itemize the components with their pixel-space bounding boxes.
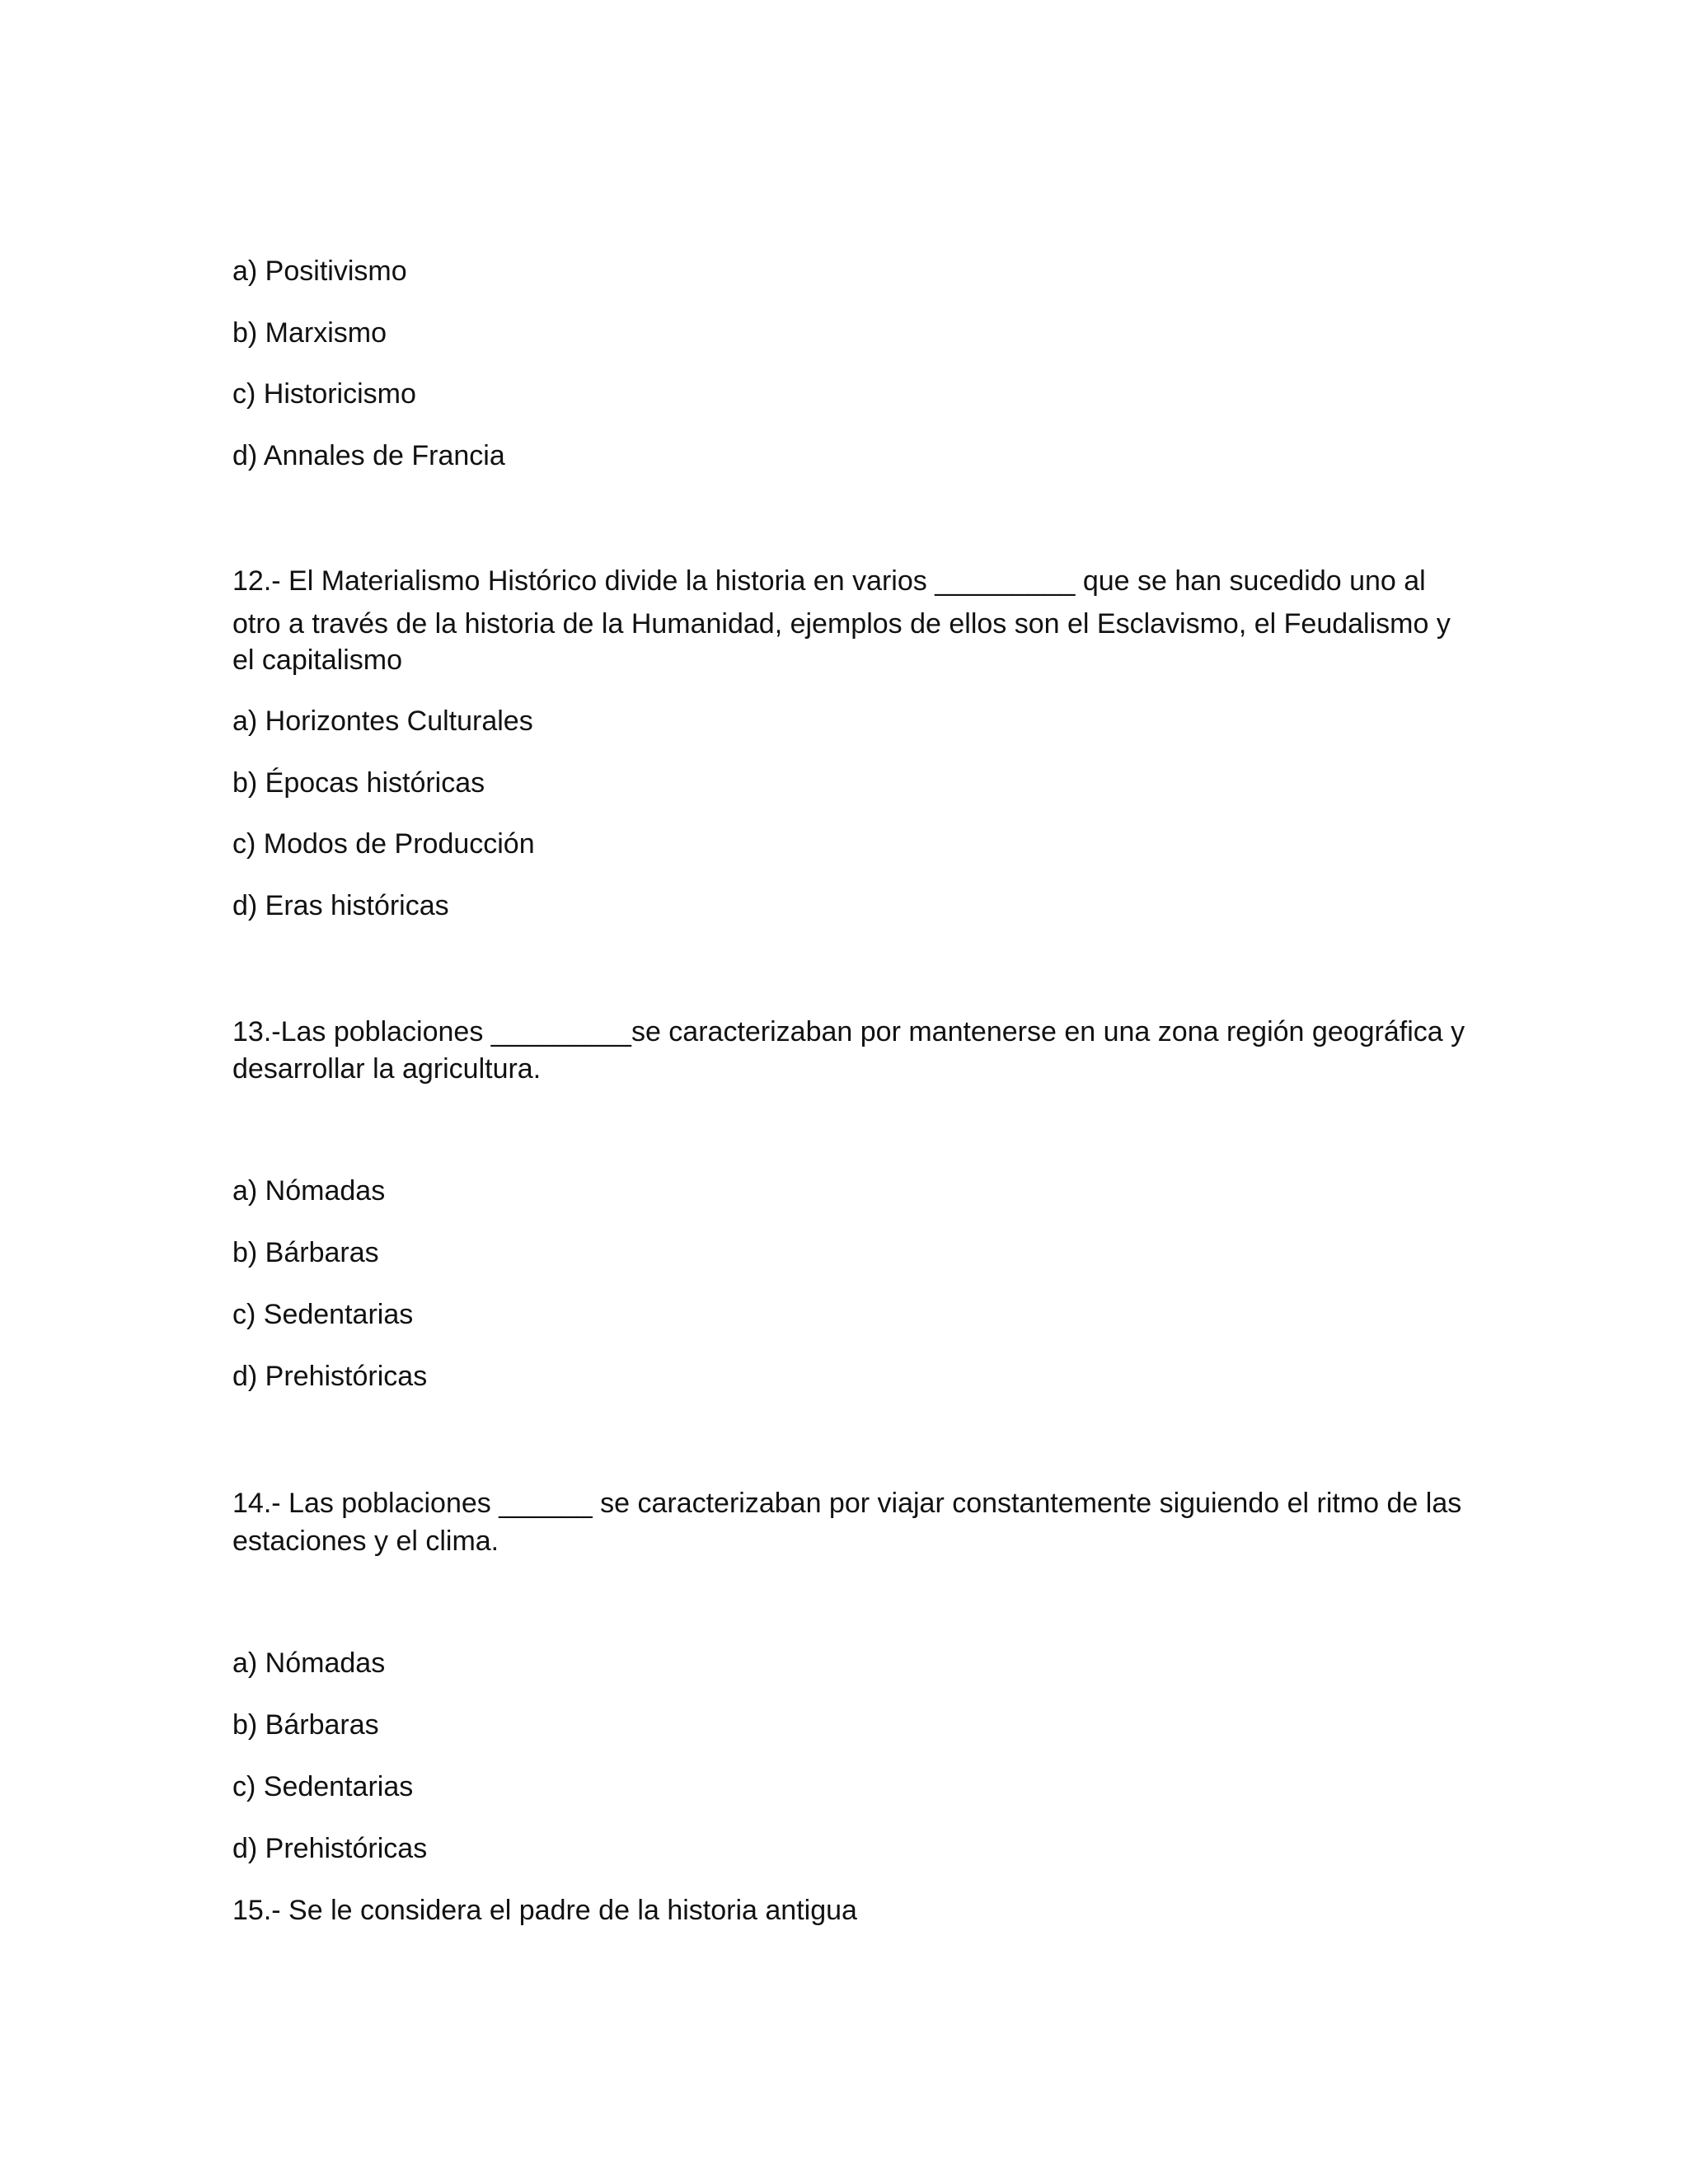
q12-option-b: b) Épocas históricas — [232, 767, 485, 799]
q15-text: 15.- Se le considera el padre de la historia antigua — [232, 1895, 857, 1926]
q13-text-line-2: desarrollar la agricultura. — [232, 1053, 542, 1085]
q13-option-c: c) Sedentarias — [232, 1299, 414, 1330]
q14-text-line-2: estaciones y el clima. — [232, 1526, 499, 1557]
q14-option-c: c) Sedentarias — [232, 1771, 414, 1802]
q13-option-d: d) Prehistóricas — [232, 1361, 428, 1392]
q11-option-b: b) Marxismo — [232, 317, 387, 349]
q12-option-d: d) Eras históricas — [232, 890, 449, 921]
q14-option-d: d) Prehistóricas — [232, 1833, 428, 1864]
q12-text-line-3: el capitalismo — [232, 644, 402, 676]
q11-option-c: c) Historicismo — [232, 378, 416, 410]
q12-option-c: c) Modos de Producción — [232, 828, 535, 860]
q11-option-a: a) Positivismo — [232, 255, 407, 287]
q13-option-b: b) Bárbaras — [232, 1237, 379, 1268]
q12-text-line-2: otro a través de la historia de la Humanidad, ejemplos de ellos son el Esclavismo, el Feudalismo y — [232, 608, 1451, 640]
q13-text-line-1: 13.-Las poblaciones _________se caracterizaban por mantenerse en una zona región geográfica y — [232, 1016, 1465, 1047]
q14-text-line-1: 14.- Las poblaciones ______ se caracterizaban por viajar constantemente siguiendo el ritmo de las — [232, 1488, 1462, 1519]
q12-option-a: a) Horizontes Culturales — [232, 705, 533, 737]
q14-option-b: b) Bárbaras — [232, 1709, 379, 1741]
q13-option-a: a) Nómadas — [232, 1175, 386, 1207]
q11-option-d: d) Annales de Francia — [232, 440, 505, 471]
q14-option-a: a) Nómadas — [232, 1647, 386, 1679]
q12-text-line-1: 12.- El Materialismo Histórico divide la historia en varios _________ que se han sucedido uno al — [232, 565, 1426, 597]
